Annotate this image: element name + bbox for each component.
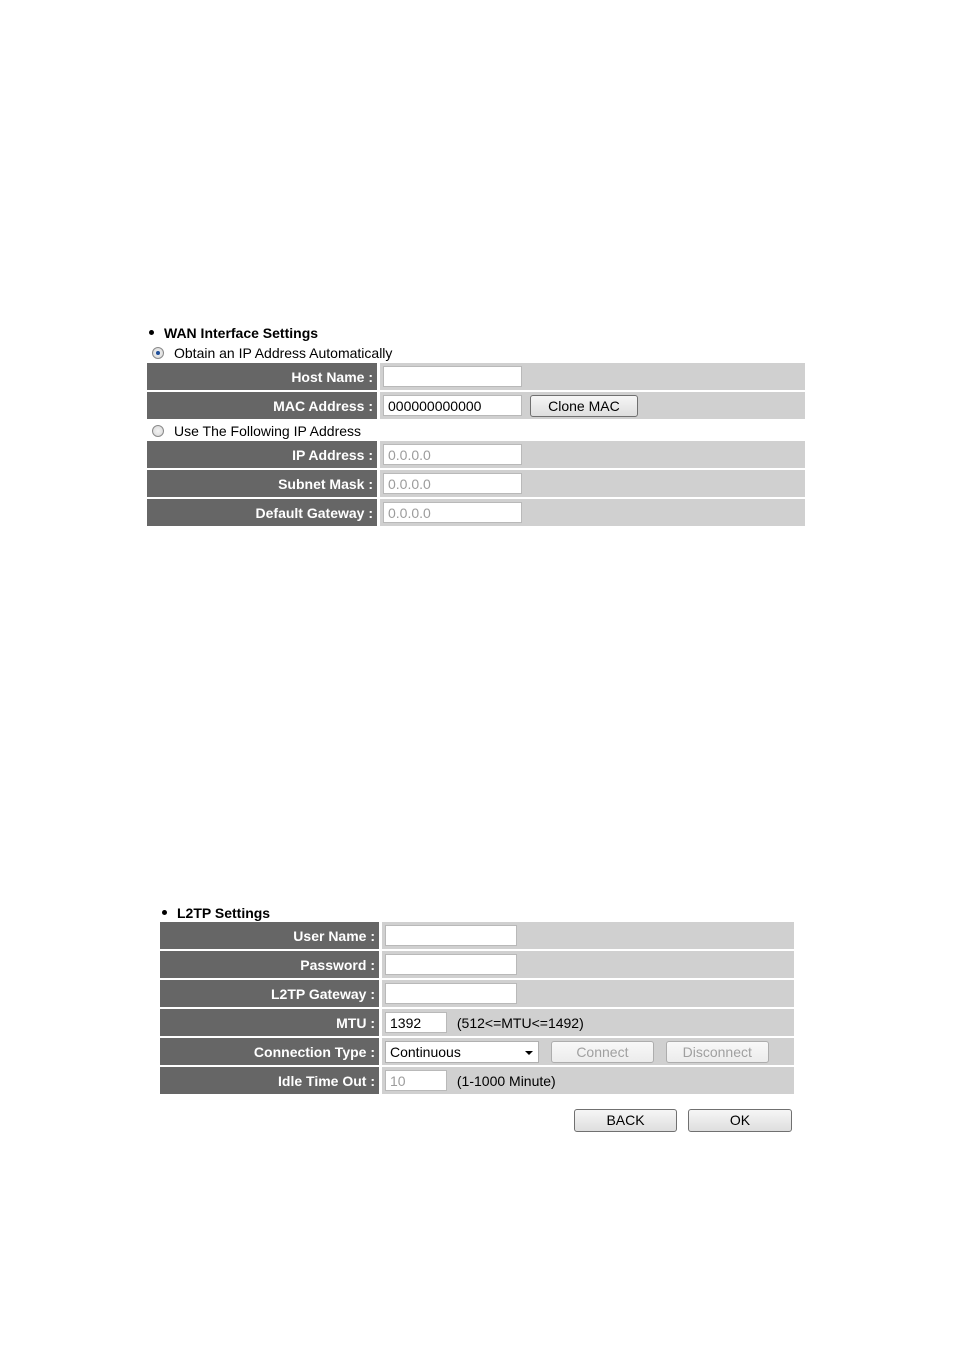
l2tp-table	[160, 922, 794, 1096]
back-button[interactable]: BACK	[574, 1109, 677, 1132]
radio-obtain-auto[interactable]	[152, 347, 164, 359]
ip-address-input[interactable]: 0.0.0.0	[383, 444, 522, 465]
connect-button[interactable]: Connect	[551, 1041, 654, 1063]
subnet-mask-cell	[379, 469, 806, 498]
idle-time-out-label: Idle Time Out :	[160, 1066, 381, 1095]
obtain-ip-auto-label: Obtain an IP Address Automatically	[174, 345, 393, 361]
table-row	[160, 1008, 794, 1037]
table-row	[147, 363, 805, 391]
connection-type-cell	[381, 1037, 795, 1066]
radio-use-static[interactable]	[152, 425, 164, 437]
chevron-down-icon	[525, 1051, 533, 1055]
table-row	[147, 391, 805, 420]
connection-type-label: Connection Type :	[160, 1037, 381, 1066]
mac-address-label: MAC Address :	[147, 391, 379, 420]
user-name-cell	[381, 922, 795, 950]
disconnect-button[interactable]: Disconnect	[666, 1041, 769, 1063]
wan-title-text: WAN Interface Settings	[164, 325, 319, 341]
user-name-input[interactable]	[385, 925, 517, 946]
l2tp-gateway-cell	[381, 979, 795, 1008]
host-name-label: Host Name :	[147, 363, 379, 391]
ip-address-label: IP Address :	[147, 441, 379, 469]
mac-address-input[interactable]: 000000000000	[383, 395, 522, 416]
wan-interface-section	[147, 323, 805, 528]
bullet-icon	[162, 910, 167, 915]
ok-button[interactable]: OK	[688, 1109, 792, 1132]
mtu-cell	[381, 1008, 795, 1037]
wan-static-table	[147, 441, 805, 528]
wan-section-title	[147, 323, 805, 343]
password-label: Password :	[160, 950, 381, 979]
subnet-mask-input[interactable]: 0.0.0.0	[383, 473, 522, 494]
mtu-input[interactable]: 1392	[385, 1012, 447, 1033]
l2tp-section-title	[160, 904, 794, 922]
password-input[interactable]	[385, 954, 517, 975]
default-gateway-cell	[379, 498, 806, 527]
l2tp-title-text: L2TP Settings	[177, 905, 271, 921]
host-name-cell	[379, 363, 806, 391]
table-row	[160, 950, 794, 979]
user-name-label: User Name :	[160, 922, 381, 950]
table-row	[147, 498, 805, 527]
wan-auto-table	[147, 363, 805, 421]
l2tp-gateway-label: L2TP Gateway :	[160, 979, 381, 1008]
ip-address-cell	[379, 441, 806, 469]
connection-type-select[interactable]	[385, 1041, 539, 1063]
connection-type-value: Continuous	[390, 1043, 461, 1060]
idle-time-out-input[interactable]: 10	[385, 1070, 447, 1091]
table-row	[147, 441, 805, 469]
obtain-ip-auto-option[interactable]	[147, 343, 805, 363]
use-static-ip-label: Use The Following IP Address	[174, 423, 362, 439]
use-static-ip-option[interactable]	[147, 421, 805, 441]
table-row	[147, 469, 805, 498]
table-row	[160, 922, 794, 950]
idle-time-out-cell	[381, 1066, 795, 1095]
mac-address-cell	[379, 391, 806, 420]
idle-time-out-hint: (1-1000 Minute)	[456, 1072, 556, 1089]
table-row	[160, 1037, 794, 1066]
table-row	[160, 979, 794, 1008]
mtu-label: MTU :	[160, 1008, 381, 1037]
mtu-range-hint: (512<=MTU<=1492)	[456, 1014, 584, 1031]
bullet-icon	[149, 330, 154, 335]
host-name-input[interactable]	[383, 366, 522, 387]
clone-mac-button[interactable]: Clone MAC	[530, 395, 638, 417]
subnet-mask-label: Subnet Mask :	[147, 469, 379, 498]
default-gateway-input[interactable]: 0.0.0.0	[383, 502, 522, 523]
password-cell	[381, 950, 795, 979]
l2tp-gateway-input[interactable]	[385, 983, 517, 1004]
l2tp-section	[160, 904, 794, 1096]
table-row	[160, 1066, 794, 1095]
default-gateway-label: Default Gateway :	[147, 498, 379, 527]
